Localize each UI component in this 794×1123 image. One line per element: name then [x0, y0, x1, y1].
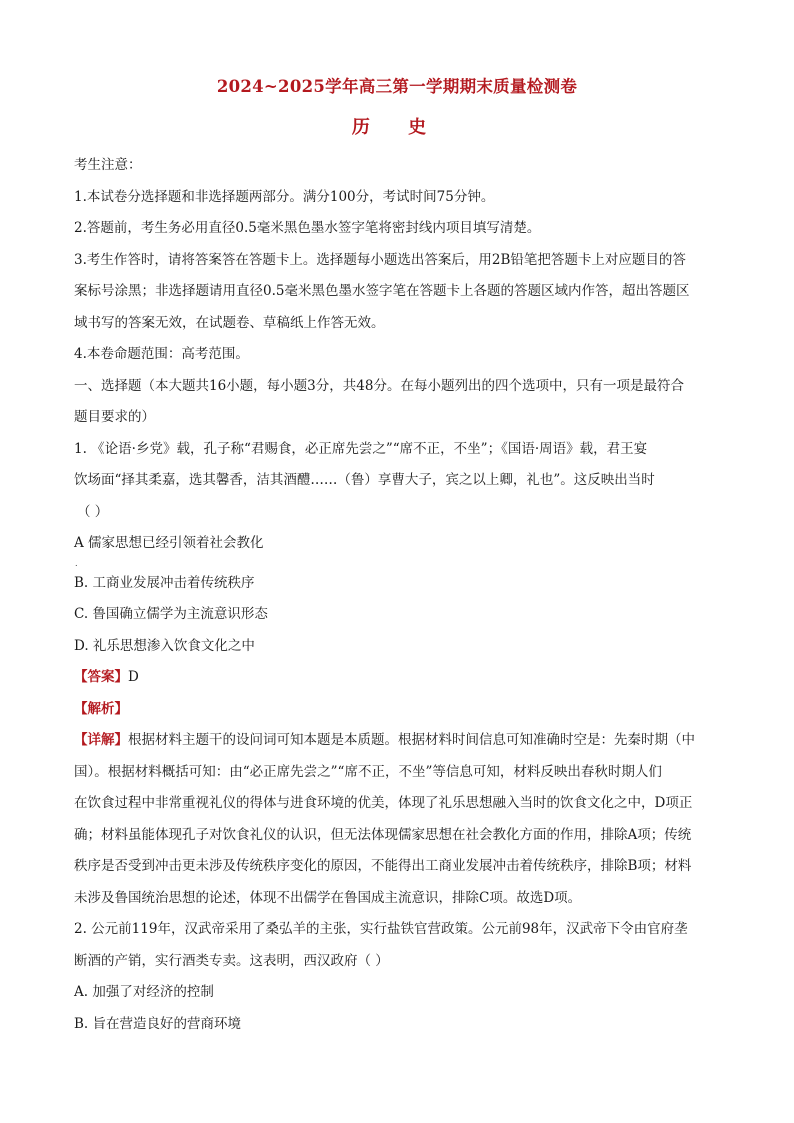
subject-title: 历 史 — [351, 117, 443, 138]
q1-detail-line-6: 未涉及鲁国统治思想的论述，体现不出儒学在鲁国成主流意识，排除C项。故选D项。 — [74, 889, 582, 906]
notice-line-4: 4.本卷命题范围：高考范围。 — [74, 346, 249, 362]
q1-detail-line-2: 国）。根据材料概括可知：由“必正席先尝之”“席不正，不坐”等信息可知，材料反映出春秋时期人们 — [74, 763, 662, 780]
notice-line-2: 2.答题前，考生务必用直径0.5毫米黑色墨水签字笔将密封线内项目填写清楚。 — [74, 220, 541, 236]
q1-option-c: C. 鲁国确立儒学为主流意识形态 — [74, 606, 268, 622]
q2-stem-line-1: 2. 公元前119年，汉武帝采用了桑弘羊的主张，实行盐铁官营政策。公元前98年，汉武帝下令由官府垄 — [74, 921, 688, 937]
q1-answer — [74, 662, 718, 694]
q1-option-a: A 儒家思想已经引领着社会教化 — [74, 535, 264, 551]
q1-answer-paren: （ ） — [77, 503, 109, 520]
q1-option-d: D. 礼乐思想渗入饮食文化之中 — [74, 637, 255, 654]
notice-heading: 考生注意： — [74, 157, 142, 173]
q1-analysis — [74, 694, 718, 726]
q2-stem-line-2: 断酒的产销，实行酒类专卖。这表明，西汉政府（ ） — [74, 952, 389, 969]
notice-line-1: 1.本试卷分选择题和非选择题两部分。满分100分，考试时间75分钟。 — [74, 188, 495, 205]
notice-line-3-end: 域书写的答案无效，在试题卷、草稿纸上作答无效。 — [74, 314, 385, 331]
analysis-tag: 【解析】 — [74, 700, 128, 717]
q1-stem-line-2: 饮场面“择其柔嘉，选其馨香，洁其酒醴……（鲁）享曹大子，宾之以上卿，礼也”。这反映出当时 — [74, 472, 655, 488]
answer-tag: 【答案】 — [74, 669, 128, 685]
q1-detail-line-3: 在饮食过程中非常重视礼仪的得体与进食环境的优美，体现了礼乐思想融入当时的饮食文化之中，D项正 — [74, 795, 693, 811]
notice-line-3-cont: 案标号涂黑；非选择题请用直径0.5毫米黑色墨水签字笔在答题卡上各题的答题区域内作答，超出答题区 — [74, 283, 690, 299]
q2-option-b: B. 旨在营造良好的营商环境 — [74, 1015, 242, 1032]
section-heading-cont: 题目要求的） — [74, 409, 155, 425]
exam-body — [74, 150, 718, 1040]
answer-value: D — [128, 669, 139, 685]
q1-stem-line-1: 1. 《论语·乡党》载，孔子称“君赐食，必正席先尝之”“席不正，不坐”；《国语·周语》载，君王宴 — [74, 440, 648, 457]
detail-tag: 【详解】 — [74, 732, 128, 748]
q1-detail-line-1 — [74, 725, 718, 757]
detail-text-1: 根据材料主题干的设问词可知本题是本质题。根据材料时间信息可知准确时空是：先秦时期（中 — [128, 732, 695, 748]
page-title: 2024~2025学年高三第一学期期末质量检测卷 — [216, 77, 578, 96]
section-heading: 一、选择题（本大题共16小题，每小题3分，共48分。在每小题列出的四个选项中，只有一项是最符合 — [74, 377, 684, 394]
q2-option-a: A. 加强了对经济的控制 — [74, 984, 214, 1000]
q1-option-a-dot: . — [75, 558, 78, 568]
q1-detail-line-5: 秩序是否受到冲击更未涉及传统秩序变化的原因，不能得出工商业发展冲击着传统秩序，排除B项；材料 — [74, 858, 692, 874]
q1-detail-line-4: 确；材料虽能体现孔子对饮食礼仪的认识，但无法体现儒家思想在社会教化方面的作用，排除A项；传统 — [74, 826, 692, 843]
notice-line-3: 3.考生作答时，请将答案答在答题卡上。选择题每小题选出答案后，用2B铅笔把答题卡上对应题目的答 — [74, 251, 686, 268]
q1-option-b: B. 工商业发展冲击着传统秩序 — [74, 574, 255, 591]
